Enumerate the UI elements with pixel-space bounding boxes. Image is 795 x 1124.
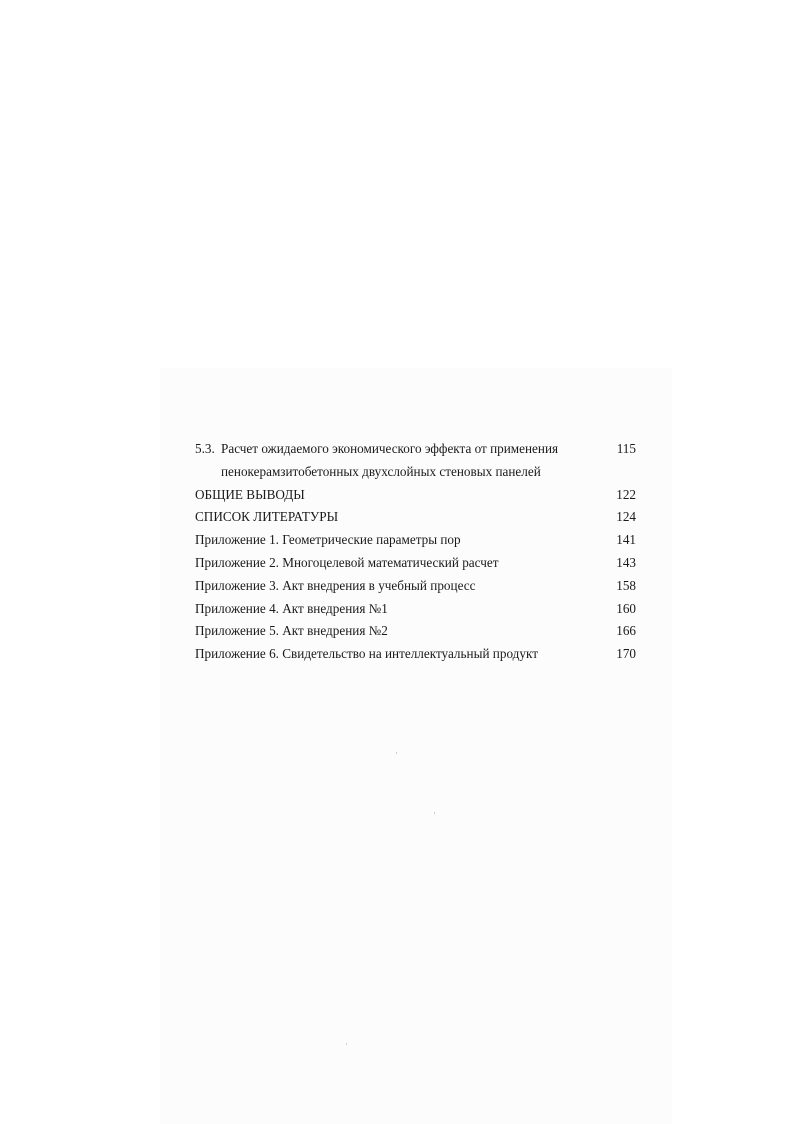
toc-entry-general-conclusions (195, 486, 636, 509)
toc-entry-title: Расчет ожидаемого экономического эффекта от применения (221, 441, 559, 456)
table-of-contents (195, 440, 636, 668)
toc-entry-page: 141 (616, 532, 636, 548)
toc-entry-appendix-3 (195, 577, 636, 600)
toc-entry-appendix-1 (195, 531, 636, 554)
toc-entry-5-3 (195, 440, 636, 463)
toc-entry-title-continuation: пенокерамзитобетонных двухслойных стеновых панелей (221, 463, 541, 479)
toc-entry-title: Приложение 4. Акт внедрения №1 (195, 600, 388, 616)
toc-entry-references (195, 508, 636, 531)
toc-entry-page: 122 (616, 486, 636, 502)
toc-entry-title: Приложение 1. Геометрические параметры пор (195, 532, 461, 548)
toc-entry-5-3-continuation (195, 463, 636, 486)
scan-speck (434, 812, 435, 814)
toc-entry-page: 158 (616, 577, 636, 593)
scan-speck (396, 752, 397, 754)
toc-entry-title: Приложение 2. Многоцелевой математический расчет (195, 554, 499, 570)
toc-entry-page: 143 (616, 554, 636, 570)
toc-entry-page: 166 (616, 623, 636, 639)
toc-entry-page: 124 (616, 509, 636, 525)
scan-speck (346, 1043, 347, 1045)
toc-entry-appendix-5 (195, 622, 636, 645)
toc-entry-appendix-2 (195, 554, 636, 577)
toc-entry-title: ОБЩИЕ ВЫВОДЫ (195, 486, 305, 502)
toc-entry-page: 115 (616, 441, 636, 456)
toc-entry-page: 160 (616, 600, 636, 616)
toc-entry-title: СПИСОК ЛИТЕРАТУРЫ (195, 509, 339, 525)
toc-entry-title: Приложение 6. Свидетельство на интеллектуальный продукт (195, 646, 538, 662)
toc-entry-number: 5.3. (195, 441, 215, 456)
toc-entry-appendix-6 (195, 645, 636, 668)
toc-entry-page: 170 (616, 646, 636, 662)
toc-entry-title: Приложение 3. Акт внедрения в учебный процесс (195, 577, 476, 593)
toc-entry-appendix-4 (195, 600, 636, 623)
toc-entry-title: Приложение 5. Акт внедрения №2 (195, 623, 388, 639)
